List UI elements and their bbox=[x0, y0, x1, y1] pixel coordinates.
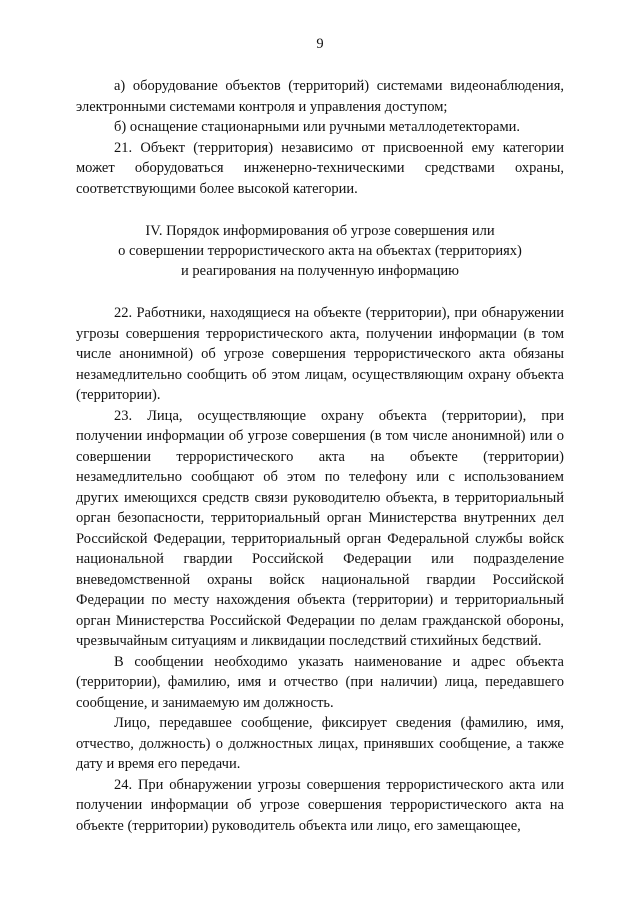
section-heading-line-1: IV. Порядок информирования об угрозе совершения или bbox=[145, 223, 495, 239]
section-heading bbox=[76, 221, 564, 281]
paragraph-24: 24. При обнаружении угрозы совершения террористического акта или получении информации об угрозе совершения террористического акта на объекте (территории) руководитель объекта или лицо, его замещающее, bbox=[76, 776, 564, 834]
document-page bbox=[76, 0, 564, 905]
paragraph-message-record: Лицо, передавшее сообщение, фиксирует сведения (фамилию, имя, отчество, должность) о должностных лицах, принявших сообщение, а также дату и время его передачи. bbox=[76, 715, 564, 772]
page-number: 9 bbox=[316, 36, 324, 52]
paragraph-message-content: В сообщении необходимо указать наименование и адрес объекта (территории), фамилию, имя и отчество (при наличии) лица, передавшего сообщение, и занимаемую им должность. bbox=[76, 653, 564, 711]
section-heading-line-2: о совершении террористического акта на объектах (территориях) bbox=[118, 243, 522, 259]
paragraph-21: 21. Объект (территория) независимо от присвоенной ему категории может оборудоваться инженерно-техническими средствами охраны, соответствующими более высокой категории. bbox=[76, 139, 564, 197]
paragraph-22: 22. Работники, находящиеся на объекте (территории), при обнаружении угрозы совершения террористического акта, получении информации (в том числе анонимной) об угрозе совершения террористического акта обязаны незамедлительно сообщить об этом лицам, осуществляющим охрану объекта (территории). bbox=[76, 305, 564, 403]
document-body bbox=[76, 76, 564, 836]
paragraph-a: а) оборудование объектов (территорий) системами видеонаблюдения, электронными системами контроля и управления доступом; bbox=[76, 78, 564, 115]
paragraph-23: 23. Лица, осуществляющие охрану объекта (территории), при получении информации об угрозе совершения (в том числе анонимной) или о совершении террористического акта на объекте (территории) незамедлительно сообщают об этом по телефону или с использованием других имеющихся средств связи руководителю объекта, в территориальный орган безопасности, территориальный орган Министерства внутренних дел Российской Федерации, территориальный орган Федеральной службы войск национальной гвардии Российской Федерации или подразделение вневедомственной охраны войск национальной гвардии Российской Федерации по месту нахождения объекта (территории) и территориальный орган Министерства Российской Федерации по делам гражданской обороны, чрезвычайным ситуациям и ликвидации последствий стихийных бедствий. bbox=[76, 407, 564, 649]
paragraph-b: б) оснащение стационарными или ручными металлодетекторами. bbox=[114, 119, 521, 135]
section-heading-line-3: и реагирования на полученную информацию bbox=[181, 263, 459, 279]
